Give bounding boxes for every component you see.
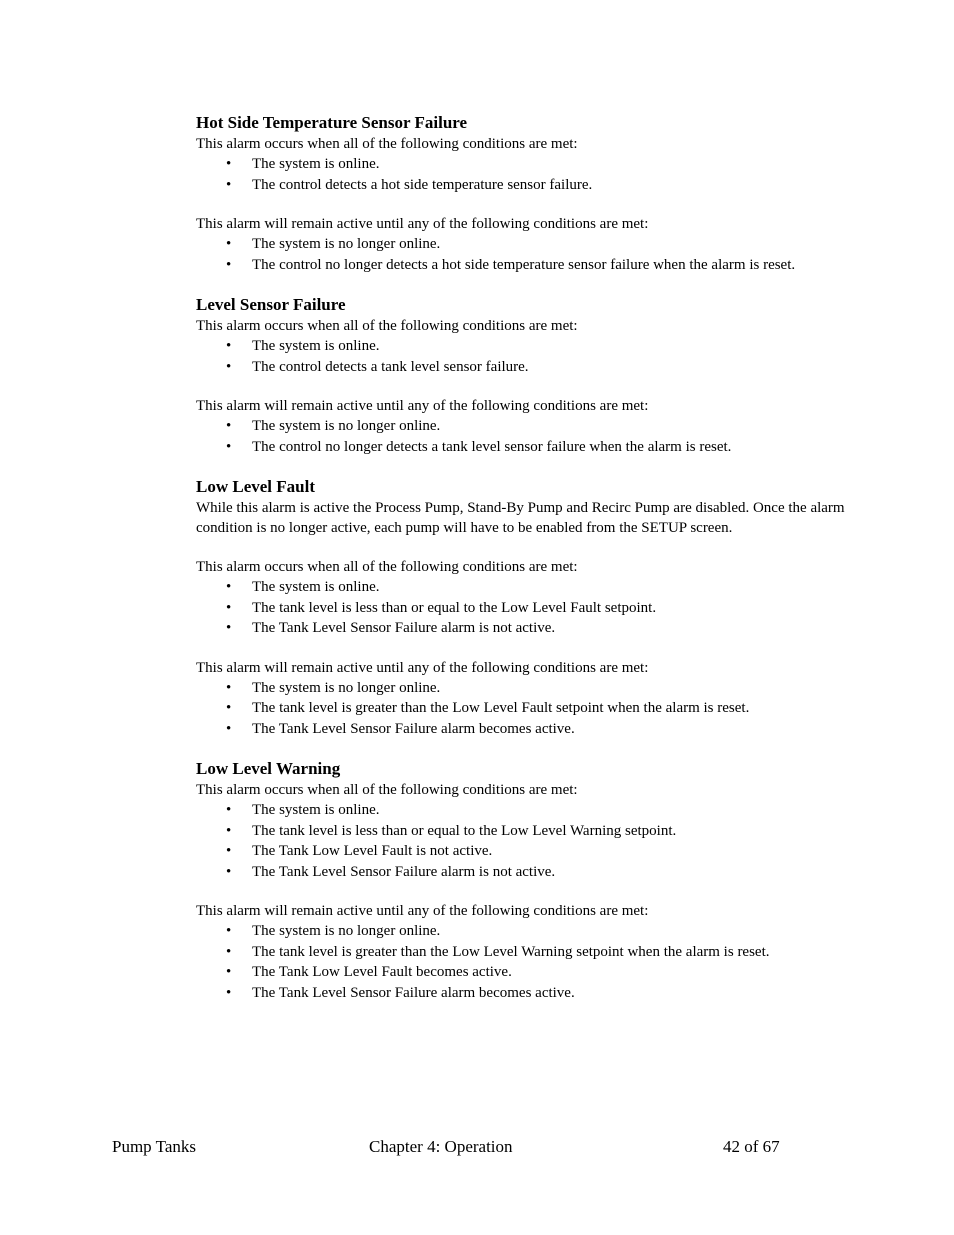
- bullet: •: [226, 358, 232, 375]
- bullet: •: [226, 923, 232, 939]
- section-low-level-warning: [196, 758, 846, 1003]
- section-level-sensor-failure: [196, 294, 846, 457]
- occurs-intro: This alarm occurs when all of the following conditions are met:: [196, 136, 578, 152]
- list-item: • The Tank Level Sensor Failure alarm becomes active.: [196, 983, 846, 1004]
- bullet: •: [226, 256, 232, 273]
- bullet: •: [226, 943, 232, 960]
- list-item: • The tank level is greater than the Low Level Fault setpoint when the alarm is reset.: [196, 698, 846, 719]
- list-item: • The tank level is greater than the Low Level Warning setpoint when the alarm is reset.: [196, 942, 846, 963]
- list-item: • The control detects a hot side temperature sensor failure.: [196, 175, 846, 196]
- list-item: • The Tank Level Sensor Failure alarm is not active.: [196, 862, 846, 883]
- section-description: While this alarm is active the Process Pump, Stand-By Pump and Recirc Pump are disabled. Once the alarm condition is no longer active, each pump will have to be enabled from the SETUP screen.: [196, 500, 845, 536]
- page-body: [196, 112, 846, 1003]
- bullet: •: [226, 822, 232, 839]
- list-item: • The control no longer detects a tank level sensor failure when the alarm is reset.: [196, 437, 846, 458]
- bullet: •: [226, 700, 232, 716]
- bullet: •: [226, 156, 232, 172]
- bullet: •: [226, 802, 232, 818]
- remain-intro: This alarm will remain active until any of the following conditions are met:: [196, 398, 649, 414]
- list-item: • The system is online.: [196, 336, 846, 357]
- remain-list: [196, 921, 846, 1003]
- occurs-intro: This alarm occurs when all of the following conditions are met:: [196, 318, 578, 334]
- section-heading: Level Sensor Failure: [196, 295, 346, 314]
- footer-page-number: 42 of 67: [723, 1137, 780, 1156]
- section-heading: Low Level Fault: [196, 477, 315, 496]
- remain-list: [196, 416, 846, 457]
- bullet: •: [226, 338, 232, 354]
- occurs-list: [196, 336, 846, 377]
- bullet: •: [226, 843, 232, 859]
- list-item: • The system is no longer online.: [196, 234, 846, 255]
- list-item: • The tank level is less than or equal to the Low Level Warning setpoint.: [196, 821, 846, 842]
- remain-intro: This alarm will remain active until any of the following conditions are met:: [196, 659, 649, 676]
- list-item: • The control no longer detects a hot side temperature sensor failure when the alarm is reset.: [196, 255, 846, 276]
- bullet: •: [226, 176, 232, 193]
- bullet: •: [226, 418, 232, 434]
- bullet: •: [226, 720, 232, 737]
- list-item: • The system is online.: [196, 154, 846, 175]
- remain-list: [196, 234, 846, 275]
- bullet: •: [226, 863, 232, 880]
- occurs-intro: This alarm occurs when all of the following conditions are met:: [196, 782, 578, 798]
- list-item: • The Tank Low Level Fault is not active.: [196, 841, 846, 862]
- bullet: •: [226, 438, 232, 455]
- list-item: • The system is no longer online.: [196, 921, 846, 942]
- bullet: •: [226, 579, 232, 595]
- section-heading: Hot Side Temperature Sensor Failure: [196, 113, 468, 132]
- occurs-list: [196, 800, 846, 882]
- bullet: •: [226, 236, 232, 252]
- bullet: •: [226, 599, 232, 616]
- list-item: • The system is online.: [196, 800, 846, 821]
- occurs-list: [196, 577, 846, 639]
- section-low-level-fault: [196, 476, 846, 739]
- bullet: •: [226, 679, 232, 696]
- occurs-intro: This alarm occurs when all of the following conditions are met:: [196, 559, 578, 575]
- remain-intro: This alarm will remain active until any of the following conditions are met:: [196, 216, 649, 232]
- remain-intro: This alarm will remain active until any of the following conditions are met:: [196, 903, 649, 919]
- list-item: • The tank level is less than or equal to the Low Level Fault setpoint.: [196, 598, 846, 619]
- occurs-list: [196, 154, 846, 195]
- list-item: • The system is online.: [196, 577, 846, 598]
- section-heading: Low Level Warning: [196, 759, 341, 778]
- list-item: • The Tank Level Sensor Failure alarm is not active.: [196, 618, 846, 639]
- list-item: • The Tank Low Level Fault becomes active.: [196, 962, 846, 983]
- list-item: • The system is no longer online.: [196, 678, 846, 699]
- bullet: •: [226, 620, 232, 636]
- bullet: •: [226, 964, 232, 980]
- list-item: • The system is no longer online.: [196, 416, 846, 437]
- section-hot-side-temperature-sensor-failure: [196, 112, 846, 275]
- list-item: • The control detects a tank level sensor failure.: [196, 357, 846, 378]
- remain-list: [196, 678, 846, 740]
- bullet: •: [226, 984, 232, 1001]
- list-item: • The Tank Level Sensor Failure alarm becomes active.: [196, 719, 846, 740]
- footer-document-title: Pump Tanks: [112, 1137, 196, 1156]
- footer-chapter: Chapter 4: Operation: [369, 1137, 513, 1156]
